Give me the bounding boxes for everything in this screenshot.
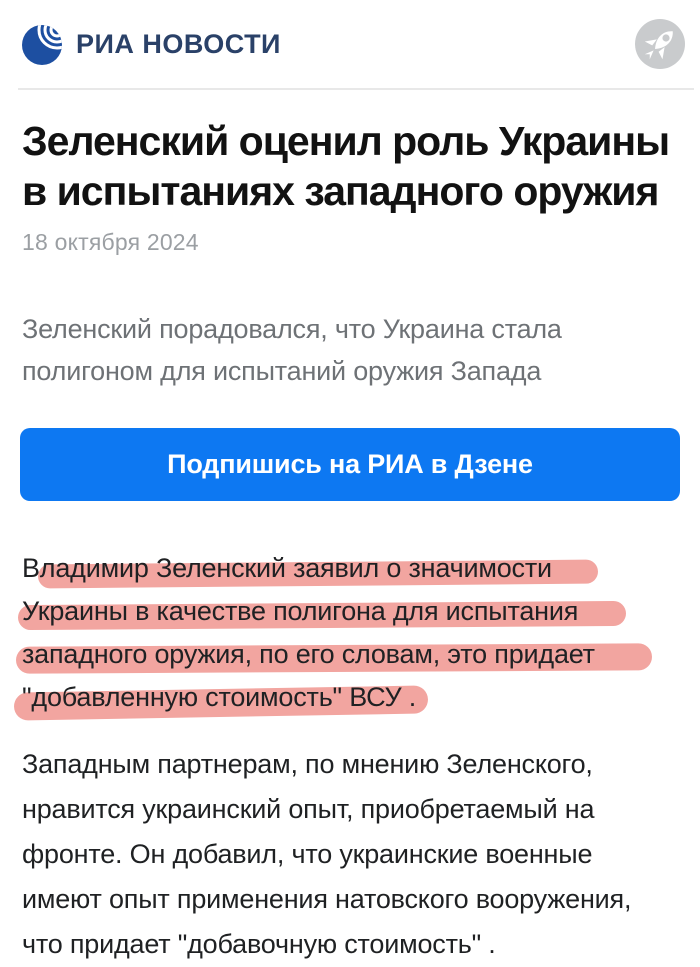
body-line: Владимир Зеленский заявил о значимости bbox=[22, 547, 678, 590]
ria-globe-icon bbox=[20, 21, 66, 67]
body-line: нравится украинский опыт, приобретаемый на bbox=[22, 794, 595, 824]
body-line: имеют опыт применения натовского вооружения, bbox=[22, 884, 632, 914]
header bbox=[0, 0, 700, 88]
brand-logo[interactable] bbox=[20, 21, 281, 67]
subscribe-button[interactable]: Подпишись на РИА в Дзене bbox=[20, 428, 680, 501]
header-divider bbox=[18, 88, 694, 90]
body-line: что придает "добавочную стоимость" . bbox=[22, 929, 496, 959]
paragraph-body bbox=[22, 742, 678, 967]
lead-line: Зеленский порадовался, что Украина стала bbox=[22, 314, 562, 344]
article-date: 18 октября 2024 bbox=[22, 229, 199, 255]
body-line: Западным партнерам, по мнению Зеленского, bbox=[22, 749, 593, 779]
title-line: Зеленский оценил роль Украины bbox=[22, 118, 670, 164]
paragraph-highlighted bbox=[22, 547, 678, 719]
article bbox=[0, 116, 700, 967]
article-title bbox=[22, 116, 678, 216]
rocket-icon[interactable] bbox=[634, 18, 686, 70]
article-lead bbox=[22, 308, 678, 392]
body-line: Украины в качестве полигона для испытания bbox=[22, 590, 678, 633]
body-line: западного оружия, по его словам, это придает bbox=[22, 633, 678, 676]
lead-line: полигоном для испытаний оружия Запада bbox=[22, 356, 542, 386]
body-line: фронте. Он добавил, что украинские военные bbox=[22, 839, 593, 869]
body-line: "добавленную стоимость" ВСУ . bbox=[22, 676, 678, 719]
brand-name: РИА НОВОСТИ bbox=[76, 28, 281, 59]
title-line: в испытаниях западного оружия bbox=[22, 168, 659, 214]
